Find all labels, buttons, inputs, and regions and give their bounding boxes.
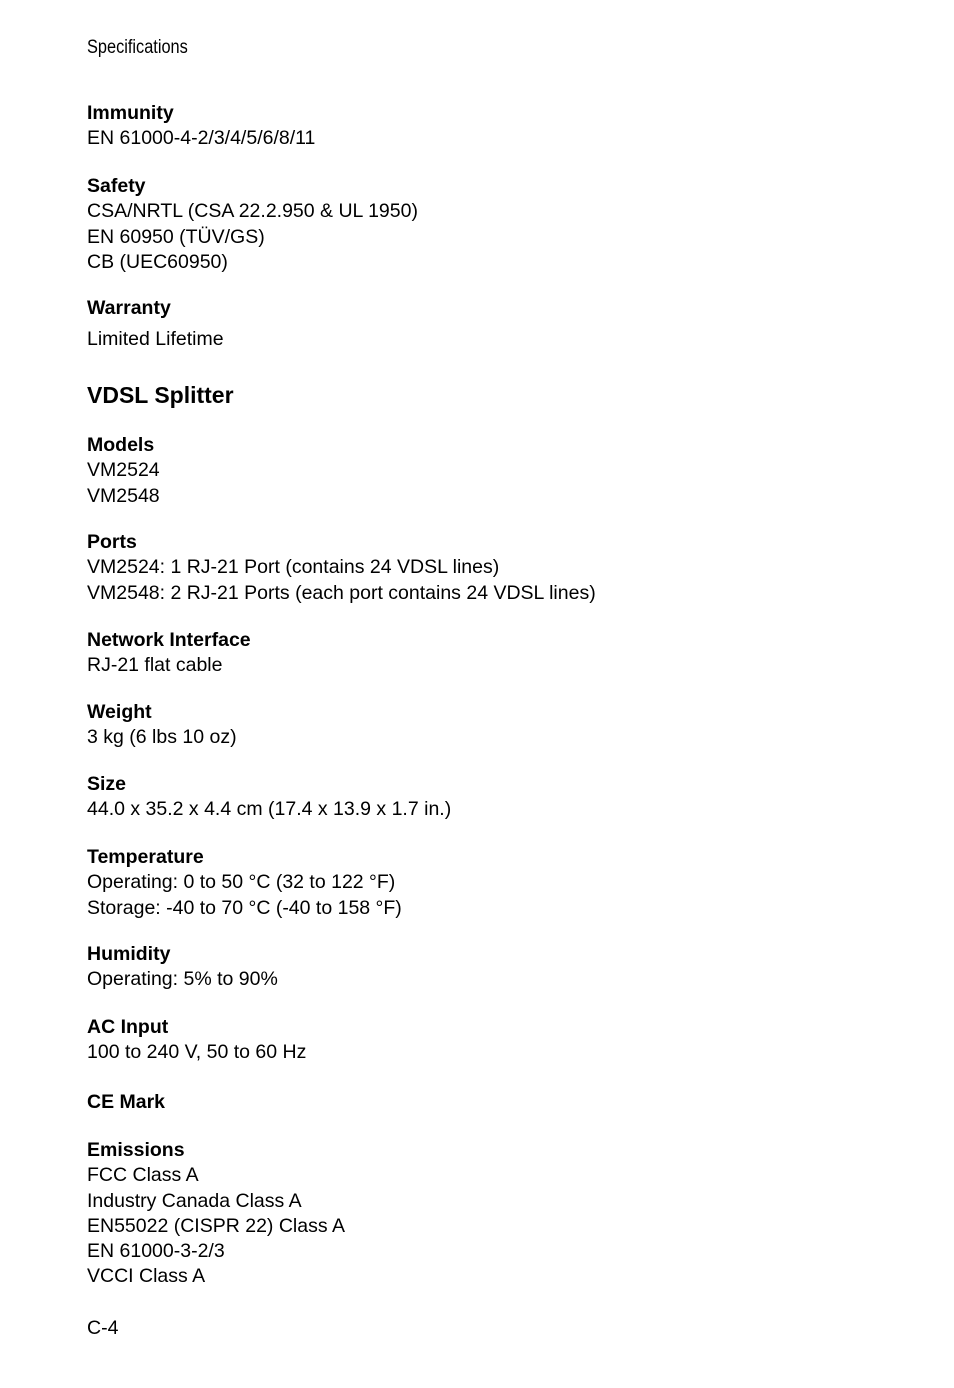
spec-emissions: [87, 1138, 345, 1290]
spec-size: [87, 772, 451, 823]
spec-value: Storage: -40 to 70 °C (-40 to 158 °F): [87, 896, 402, 919]
spec-heading: Models: [87, 434, 155, 456]
spec-immunity: [87, 101, 315, 152]
spec-network-interface: [87, 628, 251, 679]
spec-value: VM2524: [87, 459, 160, 482]
spec-value: 100 to 240 V, 50 to 60 Hz: [87, 1041, 307, 1064]
spec-heading: AC Input: [87, 1016, 169, 1038]
spec-value: 3 kg (6 lbs 10 oz): [87, 726, 237, 749]
spec-ce-mark: [87, 1090, 165, 1115]
spec-ac-input: [87, 1015, 306, 1066]
spec-value: CSA/NRTL (CSA 22.2.950 & UL 1950): [87, 200, 418, 223]
spec-heading: Weight: [87, 701, 152, 723]
spec-value: EN55022 (CISPR 22) Class A: [87, 1214, 345, 1237]
spec-heading: Emissions: [87, 1139, 185, 1161]
spec-value: EN 61000-3-2/3: [87, 1240, 225, 1263]
spec-value: 44.0 x 35.2 x 4.4 cm (17.4 x 13.9 x 1.7 in.): [87, 798, 452, 821]
spec-value: Industry Canada Class A: [87, 1189, 302, 1212]
spec-value: VCCI Class A: [87, 1265, 206, 1288]
spec-value: Operating: 5% to 90%: [87, 968, 278, 991]
spec-heading: Safety: [87, 175, 146, 197]
spec-value: FCC Class A: [87, 1164, 199, 1187]
spec-value: VM2548: 2 RJ-21 Ports (each port contains 24 VDSL lines): [87, 581, 596, 604]
spec-temperature: [87, 845, 402, 921]
spec-heading: Size: [87, 773, 127, 795]
page-number: C-4: [87, 1317, 119, 1339]
section-title: VDSL Splitter: [87, 382, 234, 408]
spec-heading: Immunity: [87, 102, 174, 124]
spec-ports: [87, 530, 596, 606]
spec-models: [87, 433, 160, 509]
spec-heading: Warranty: [87, 297, 171, 319]
spec-heading: Humidity: [87, 943, 171, 965]
spec-value: CB (UEC60950): [87, 250, 228, 273]
spec-weight: [87, 700, 237, 751]
spec-safety: [87, 174, 418, 275]
spec-warranty: [87, 296, 224, 353]
spec-value: VM2524: 1 RJ-21 Port (contains 24 VDSL lines): [87, 556, 500, 579]
spec-heading: Network Interface: [87, 629, 251, 651]
spec-value: Limited Lifetime: [87, 328, 224, 351]
spec-value: Operating: 0 to 50 °C (32 to 122 °F): [87, 871, 396, 894]
spec-value: VM2548: [87, 484, 160, 507]
spec-heading: CE Mark: [87, 1091, 166, 1113]
spec-humidity: [87, 942, 278, 993]
spec-value: EN 60950 (TÜV/GS): [87, 225, 265, 248]
running-header: Specifications: [87, 37, 188, 58]
spec-heading: Temperature: [87, 846, 204, 868]
spec-value: RJ-21 flat cable: [87, 654, 223, 677]
spec-value: EN 61000-4-2/3/4/5/6/8/11: [87, 127, 316, 150]
spec-heading: Ports: [87, 531, 137, 553]
